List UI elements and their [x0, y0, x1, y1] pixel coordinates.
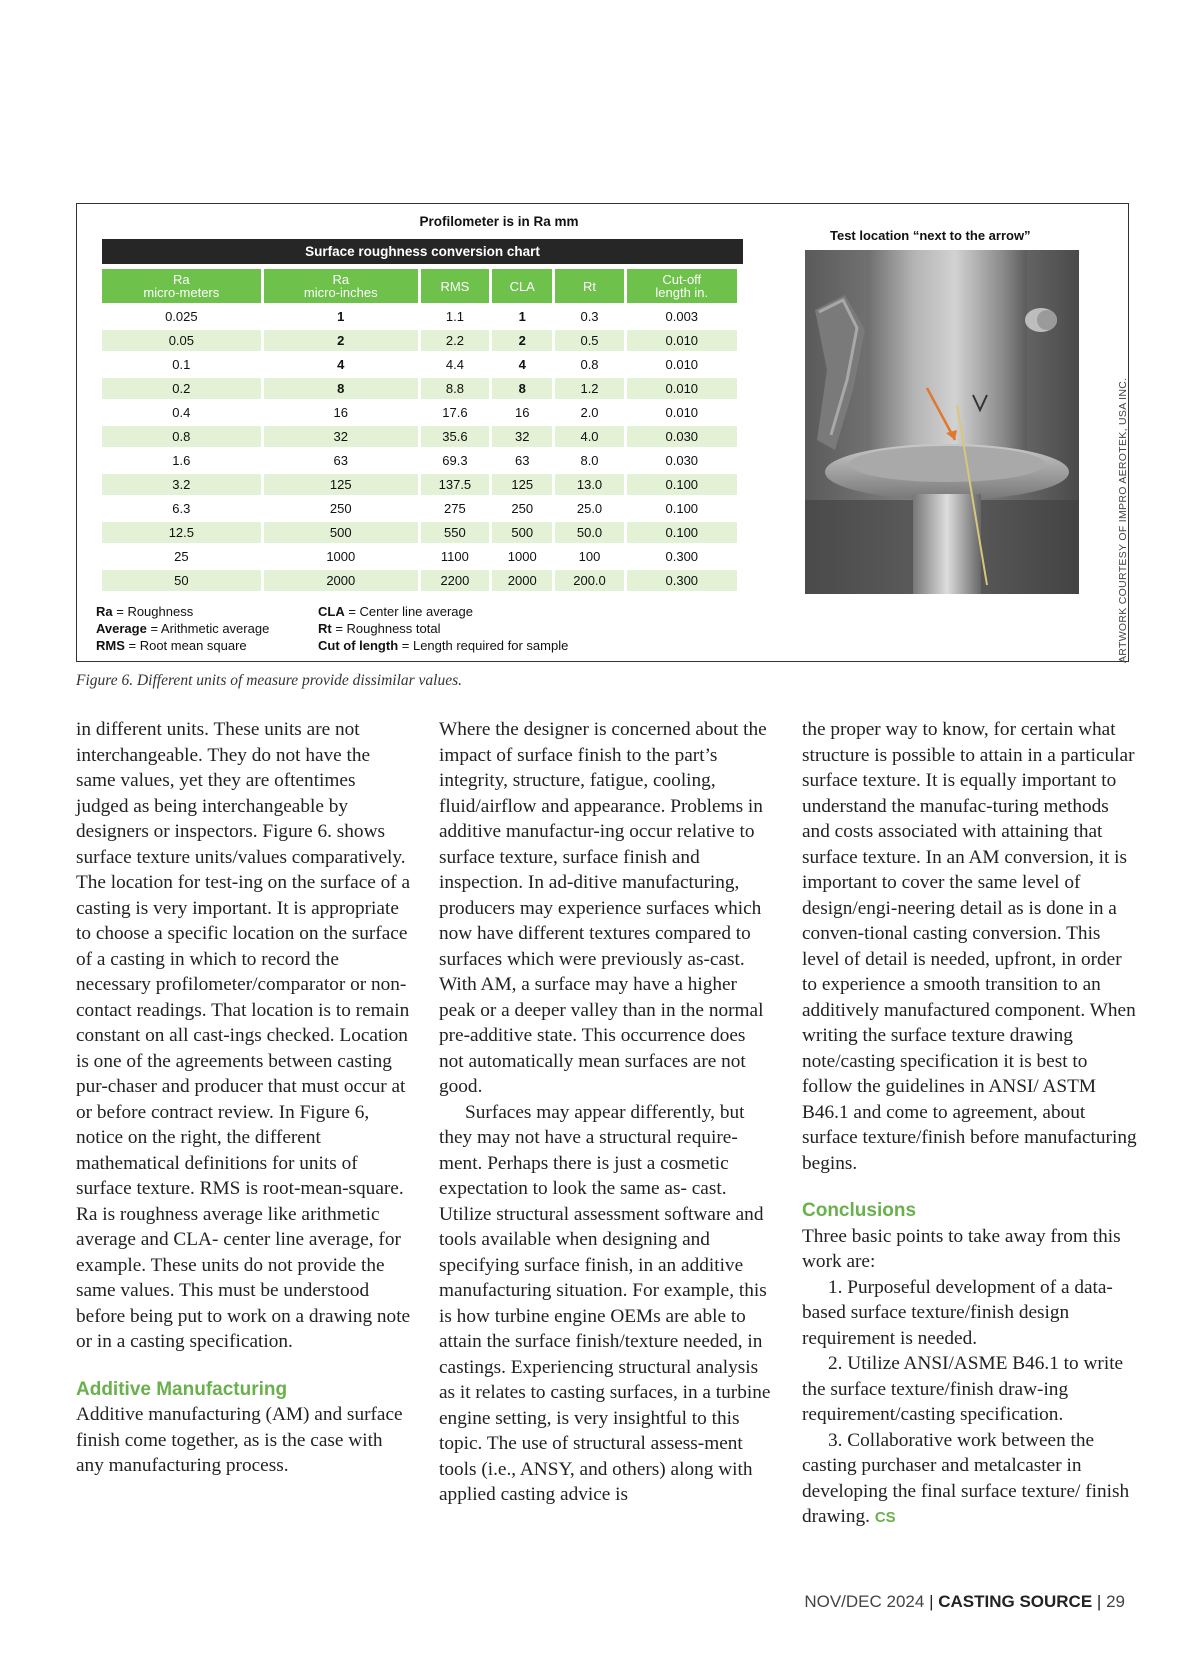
- table-cell: 200.0: [555, 570, 623, 591]
- table-cell: 1: [518, 309, 526, 324]
- table-row: [102, 498, 737, 519]
- table-cell: 0.010: [627, 378, 737, 399]
- paragraph: Three basic points to take away from this work are:: [802, 1225, 1121, 1272]
- section-heading: Conclusions: [802, 1200, 917, 1221]
- table-cell: 63: [514, 453, 530, 468]
- paragraph: Additive manufacturing (AM) and surface finish come together, as is the case with any manufacturing process.: [76, 1404, 403, 1476]
- legend-item: Ra = Roughness: [96, 604, 194, 619]
- conversion-table: [99, 266, 740, 594]
- table-cell: 250: [329, 501, 352, 516]
- table-cell: 0.010: [665, 405, 699, 420]
- table-cell: 1.1: [445, 309, 464, 324]
- table-cell: 6.3: [172, 501, 191, 516]
- table-cell: 0.2: [102, 378, 261, 399]
- table-row: [102, 570, 737, 591]
- artwork-credit: ARTWORK COURTESY OF IMPRO AEROTEK, USA INC.: [1117, 377, 1129, 663]
- table-cell: 0.003: [665, 309, 699, 324]
- table-cell: 32: [492, 426, 553, 447]
- legend-left: [96, 603, 269, 654]
- test-location-title: Test location “next to the arrow”: [830, 228, 1031, 243]
- table-cell: 32: [264, 426, 418, 447]
- paragraph: Surfaces may appear differently, but they may not have a structural require-ment. Perhaps there is just a cosmetic expectation to look the same as- cast. Utilize structural assessment software and tools available when designing and specifying surface finish, in an additive manufacturing situation. For example, this is how turbine engine OEMs are able to attain the surface finish/texture needed, in castings. Experiencing structural analysis as it relates to casting surfaces, in a turbine engine setting, is very insightful to this topic. The use of structural assess-ment tools (i.e., ANSY, and others) along with applied casting advice is: [439, 1101, 771, 1505]
- table-cell: 0.010: [665, 357, 699, 372]
- table-cell: 1: [337, 309, 345, 324]
- table-row: [102, 522, 737, 543]
- figure-6: [76, 203, 1129, 662]
- table-cell: 1000: [326, 549, 356, 564]
- table-cell: 25.0: [576, 501, 603, 516]
- table-cell: 50.0: [555, 522, 623, 543]
- table-cell: 2: [492, 330, 553, 351]
- table-row: [102, 474, 737, 495]
- end-mark: CS: [874, 1509, 896, 1526]
- column-1: [76, 717, 411, 1479]
- table-cell: 0.100: [627, 474, 737, 495]
- table-cell: 4.0: [555, 426, 623, 447]
- table-cell: 0.5: [555, 330, 623, 351]
- table-cell: 0.100: [627, 522, 737, 543]
- paragraph: the proper way to know, for certain what structure is possible to attain in a particular surface texture. It is equally important to understand the manufac-turing methods and costs associated with attaining that surface texture. In an AM conversion, it is important to cover the same level of design/engi-neering detail as is done in a conven-tional casting conversion. This level of detail is needed, upfront, in order to experience a smooth transition to an additively manufactured component. When writing the surface texture drawing note/casting specification it is best to follow the guidelines in ANSI/ ASTM B46.1 and come to agreement, about surface texture/finish before manufacturing begins.: [802, 719, 1137, 1174]
- table-cell: 35.6: [421, 426, 489, 447]
- column-3: [802, 717, 1137, 1531]
- conclusion-point: 2. Utilize ANSI/ASME B46.1 to write the surface texture/finish draw-ing requirement/casting specification.: [802, 1353, 1124, 1425]
- table-cell: 25: [174, 549, 189, 564]
- table-cell: 2: [264, 330, 418, 351]
- column-header: Cut-off length in.: [627, 269, 737, 303]
- column-header: Ra micro-inches: [264, 269, 418, 303]
- table-row: [102, 354, 737, 375]
- table-cell: 550: [421, 522, 489, 543]
- legend-item: Cut of length = Length required for sample: [318, 638, 569, 653]
- table-cell: 1.6: [172, 453, 191, 468]
- table-cell: 4: [518, 357, 526, 372]
- page-footer: NOV/DEC 2024 | CASTING SOURCE | 29: [804, 1592, 1125, 1611]
- table-row: [102, 450, 737, 471]
- table-cell: 250: [511, 501, 534, 516]
- profilometer-title: Profilometer is in Ra mm: [419, 214, 579, 229]
- table-cell: 125: [264, 474, 418, 495]
- table-cell: 2000: [264, 570, 418, 591]
- table-cell: 0.100: [665, 501, 699, 516]
- magazine-name: CASTING SOURCE: [938, 1592, 1093, 1611]
- table-cell: 0.1: [172, 357, 191, 372]
- table-cell: 2200: [421, 570, 489, 591]
- issue-date: NOV/DEC 2024: [804, 1592, 925, 1611]
- table-cell: 275: [444, 501, 466, 516]
- table-cell: 0.300: [665, 549, 699, 564]
- chart-title: Surface roughness conversion chart: [102, 239, 743, 264]
- table-cell: 0.025: [165, 309, 198, 324]
- table-row: [102, 426, 737, 447]
- table-cell: 2000: [492, 570, 553, 591]
- table-cell: 16: [514, 405, 530, 420]
- table-cell: 13.0: [555, 474, 623, 495]
- table-cell: 1000: [507, 549, 537, 564]
- paragraph: in different units. These units are not interchangeable. They do not have the same values, yet they are oftentimes judged as being interchangeable by designers or inspectors. Figure 6. shows surface texture units/values comparatively. The location for test-ing on the surface of a casting is very important. It is appropriate to choose a specific location on the surface of a casting in which to record the necessary profilometer/comparator or non-contact readings. That location is to remain constant on all cast-ings checked. Location is one of the agreements between casting pur-chaser and producer that must occur at or before contract review. In Figure 6, notice on the right, the different mathematical definitions for units of surface texture. RMS is root-mean-square. Ra is roughness average like arithmetic average and CLA- center line average, for example. These units do not provide the same values. This must be understood before being put to work on a drawing note or in a casting specification.: [76, 719, 411, 1352]
- table-cell: 0.8: [102, 426, 261, 447]
- table-cell: 0.4: [172, 405, 191, 420]
- legend-item: CLA = Center line average: [318, 604, 473, 619]
- table-cell: 125: [492, 474, 553, 495]
- casting-photo: [805, 250, 1079, 594]
- table-cell: 2.2: [421, 330, 489, 351]
- column-2: [439, 717, 774, 1508]
- table-cell: 4.4: [445, 357, 464, 372]
- table-row: [102, 546, 737, 567]
- table-cell: 69.3: [442, 453, 468, 468]
- column-header: RMS: [421, 269, 489, 303]
- table-cell: 63: [333, 453, 348, 468]
- table-row: [102, 330, 737, 351]
- paragraph: Where the designer is concerned about the impact of surface finish to the part’s integrity, structure, fatigue, cooling, fluid/airflow and appearance. Problems in additive manufactur-ing occur relative to surface texture, surface finish and inspection. In ad-ditive manufacturing, producers may experience surfaces which now have different textures compared to surfaces which were previously as-cast. With AM, a surface may have a higher peak or a deeper valley than in the normal pre-additive state. This occurrence does not automatically mean surfaces are not good.: [439, 719, 767, 1097]
- table-cell: 500: [264, 522, 418, 543]
- table-cell: 0.300: [627, 570, 737, 591]
- table-cell: 2.0: [580, 405, 599, 420]
- conclusion-point: 3. Collaborative work between the casting purchaser and metalcaster in developing the final surface texture/ finish drawing. CS: [802, 1429, 1130, 1527]
- table-cell: 17.6: [442, 405, 468, 420]
- table-cell: 4: [337, 357, 345, 372]
- table-row: [102, 402, 737, 423]
- table-cell: 12.5: [102, 522, 261, 543]
- page-number: 29: [1106, 1592, 1125, 1611]
- column-header: CLA: [492, 269, 553, 303]
- table-cell: 8.8: [421, 378, 489, 399]
- table-cell: 100: [578, 549, 601, 564]
- table-cell: 0.030: [665, 453, 699, 468]
- legend-item: Rt = Roughness total: [318, 621, 441, 636]
- figure-caption: Figure 6. Different units of measure provide dissimilar values.: [76, 672, 463, 689]
- table-cell: 500: [492, 522, 553, 543]
- table-cell: 50: [102, 570, 261, 591]
- table-cell: 0.05: [102, 330, 261, 351]
- table-cell: 0.010: [627, 330, 737, 351]
- table-cell: 16: [333, 405, 348, 420]
- table-cell: 1.2: [555, 378, 623, 399]
- table-row: [102, 378, 737, 399]
- table-cell: 137.5: [421, 474, 489, 495]
- casting-rod: [913, 494, 981, 594]
- conclusion-point: 1. Purposeful development of a data-based surface texture/finish design requirement is needed.: [802, 1276, 1113, 1349]
- table-cell: 3.2: [102, 474, 261, 495]
- table-cell: 0.8: [580, 357, 599, 372]
- table-cell: 0.030: [627, 426, 737, 447]
- table-cell: 8.0: [580, 453, 599, 468]
- legend-right: [318, 603, 568, 654]
- table-cell: 1100: [440, 549, 469, 564]
- column-header: Rt: [555, 269, 623, 303]
- table-row: [102, 306, 737, 327]
- legend-item: Average = Arithmetic average: [96, 621, 270, 636]
- table-cell: 0.3: [580, 309, 599, 324]
- table-cell: 8: [492, 378, 553, 399]
- column-header: Ra micro-meters: [102, 269, 261, 303]
- section-heading: Additive Manufacturing: [76, 1378, 288, 1400]
- table-cell: 8: [264, 378, 418, 399]
- casting-cylinder: [867, 250, 1027, 470]
- legend-item: RMS = Root mean square: [96, 638, 247, 653]
